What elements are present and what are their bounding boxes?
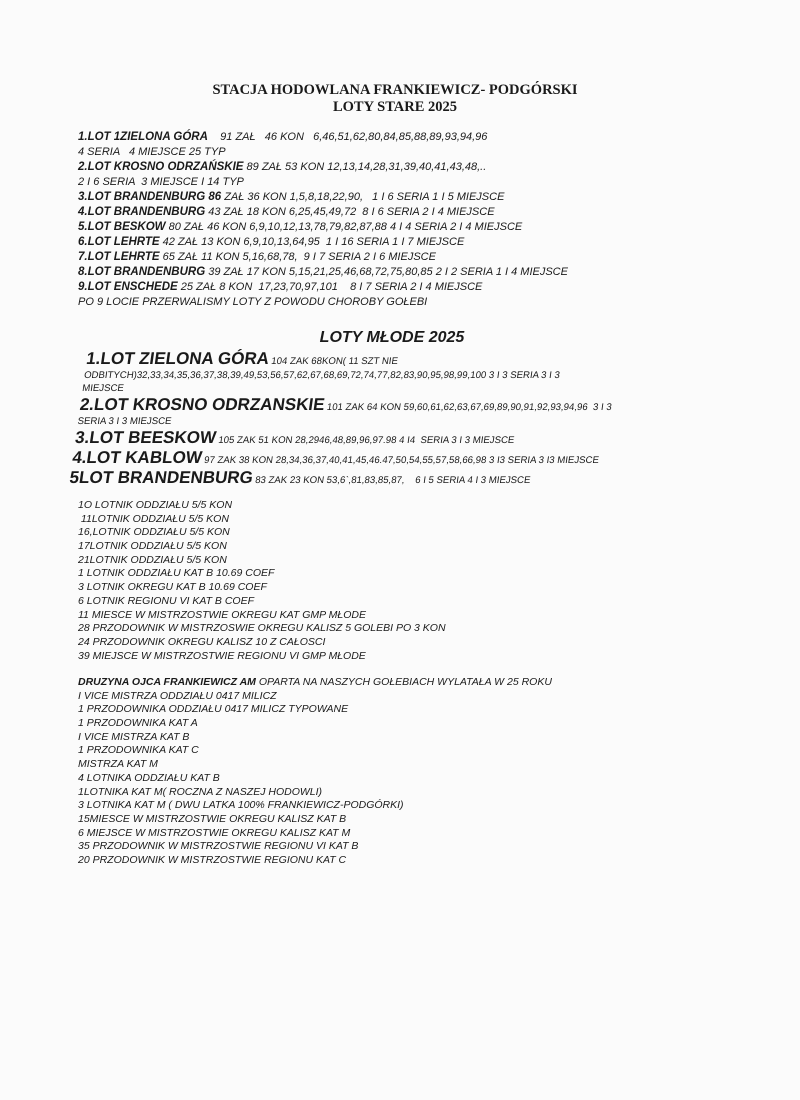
flight-name: 6.LOT LEHRTE — [78, 236, 160, 248]
flight-line — [78, 160, 568, 175]
flight-line — [71, 448, 606, 468]
flight-details: 97 ZAK 38 KON 28,34,36,37,40,41,45,46.47,50,54,55,57,58,66,98 3 I3 SERIA 3 I3 MIEJSCE — [200, 455, 600, 466]
team-achievement-item: 6 MIEJSCE W MISTRZOSTWIE OKREGU KALISZ KAT M — [78, 826, 351, 839]
flight-line — [78, 395, 613, 415]
document-subtitle: LOTY STARE 2025 — [332, 99, 458, 115]
achievement-item: 3 LOTNIK OKREGU KAT B 10.69 COEF — [78, 581, 267, 594]
team-achievement-item: 1 PRZODOWNIKA ODDZIAŁU 0417 MILICZ TYPOWANE — [78, 703, 349, 716]
flight-name: 8.LOT BRANDENBURG — [78, 266, 206, 278]
flight-details-continued: SERIA 3 I 3 MIEJSCE — [76, 416, 173, 427]
team-achievement-item: 1 PRZODOWNIKA KAT A — [78, 717, 198, 730]
flight-details: ZAŁ 36 KON 1,5,8,18,22,90, 1 I 6 SERIA 1 I 5 MIEJSCE — [221, 191, 505, 203]
flight-details: 39 ZAŁ 17 KON 5,15,21,25,46,68,72,75,80,85 2 I 2 SERIA 1 I 4 MIEJSCE — [205, 266, 568, 278]
flight-name: 5LOT BRANDENBURG — [68, 468, 255, 487]
flight-line — [78, 280, 568, 295]
flight-details: PO 9 LOCIE PRZERWALISMY LOTY Z POWODU CHOROBY GOŁEBI — [78, 296, 428, 308]
team-achievements-list — [78, 676, 552, 868]
flight-name: 9.LOT ENSCHEDE — [78, 281, 178, 293]
team-achievement-item: 35 PRZODOWNIK W MISTRZOSTWIE REGIONU VI KAT B — [78, 840, 359, 853]
flight-line — [78, 250, 568, 265]
team-achievement-item: 4 LOTNIKA ODDZIAŁU KAT B — [78, 771, 220, 784]
flight-line — [78, 295, 568, 310]
flight-name: 5.LOT BESKOW — [78, 221, 166, 233]
achievement-item: 11LOTNIK ODDZIAŁU 5/5 KON — [78, 512, 229, 525]
flight-details: 4 SERIA 4 MIEJSCE 25 TYP — [78, 146, 226, 158]
achievement-item: 39 MIEJSCE W MISTRZOSTWIE REGIONU VI GMP MŁODE — [78, 649, 366, 662]
flight-details: 101 ZAK 64 KON 59,60,61,62,63,67,69,89,90,91,92,93,94,96 3 I 3 — [323, 402, 613, 413]
flight-line — [78, 235, 568, 250]
flight-details: 65 ZAŁ 11 KON 5,16,68,78, 9 I 7 SERIA 2 I 6 MIEJSCE — [159, 251, 436, 263]
flight-details: 105 ZAK 51 KON 28,2946,48,89,96,97.98 4 I4 SERIA 3 I 3 MIEJSCE — [214, 435, 516, 446]
flight-name: 4.LOT KABLOW — [71, 448, 204, 467]
flight-details: 42 ZAŁ 13 KON 6,9,10,13,64,95 1 I 16 SERIA 1 I 7 MIEJSCE — [159, 236, 465, 248]
team-achievement-item: 1LOTNIKA KAT M( ROCZNA Z NASZEJ HODOWLI) — [78, 785, 323, 798]
flight-name: 3.LOT BRANDENBURG 86 — [78, 191, 222, 203]
team-achievement-item: 1 PRZODOWNIKA KAT C — [78, 744, 199, 757]
achievement-item: 1O LOTNIK ODDZIAŁU 5/5 KON — [78, 499, 233, 511]
flight-details-continued: ODBITYCH)32,33,34,35,36,37,38,39,49,53,56,57,62,67,68,69,72,74,77,82,83,90,95,98,99,100 3 I 3 SERIA 3 I 3 — [83, 370, 561, 381]
flight-name: 2.LOT KROSNO ODRZAŃSKIE — [78, 161, 244, 173]
old-flights-list — [78, 130, 568, 310]
team-achievement-item: 20 PRZODOWNIK W MISTRZOSTWIE REGIONU KAT C — [78, 853, 347, 866]
flight-line — [74, 428, 609, 448]
flight-details: 104 ZAK 68KON( 11 SZT NIE — [267, 356, 399, 367]
flight-line — [78, 130, 568, 145]
team-achievement-item: MISTRZA KAT M — [78, 758, 158, 771]
flight-details-continued: MIEJSCE — [81, 383, 125, 394]
document-title: STACJA HODOWLANA FRANKIEWICZ- PODGÓRSKI — [212, 82, 578, 98]
flight-details: 43 ZAŁ 18 KON 6,25,45,49,72 8 I 6 SERIA 2 I 4 MIEJSCE — [205, 206, 495, 218]
achievement-item: 11 MIESCE W MISTRZOSTWIE OKREGU KAT GMP MŁODE — [78, 608, 366, 621]
flight-name: 2.LOT KROSNO ODRZANSKIE — [78, 395, 326, 414]
team-achievement-item: 15MIESCE W MISTRZOSTWIE OKREGU KALISZ KAT B — [78, 812, 347, 825]
team-achievement-item: 3 LOTNIKA KAT M ( DWU LATKA 100% FRANKIEWICZ-PODGÓRKI) — [78, 799, 404, 812]
young-flights-list — [68, 349, 620, 488]
young-flights-title: LOTY MŁODE 2025 — [319, 329, 465, 346]
flight-name: 1.LOT ZIELONA GÓRA — [85, 349, 271, 368]
flight-details: 80 ZAŁ 46 KON 6,9,10,12,13,78,79,82,87,88 4 I 4 SERIA 2 I 4 MIEJSCE — [165, 221, 523, 233]
achievement-item: 28 PRZODOWNIK W MISTRZOSWIE OKREGU KALISZ 5 GOLEBI PO 3 KON — [78, 622, 446, 635]
flight-details: 83 ZAK 23 KON 53,6`,81,83,85,87, 6 I 5 SERIA 4 I 3 MIEJSCE — [251, 475, 532, 486]
team-heading — [78, 676, 552, 690]
flight-line — [78, 175, 568, 190]
flight-name: 4.LOT BRANDENBURG — [78, 206, 206, 218]
flight-details: 25 ZAŁ 8 KON 17,23,70,97,101 8 I 7 SERIA 2 I 4 MIEJSCE — [177, 281, 483, 293]
flight-line — [78, 145, 568, 160]
flight-line — [78, 190, 568, 205]
flight-name: 1.LOT 1ZIELONA GÓRA — [78, 131, 208, 143]
achievement-item: 21LOTNIK ODDZIAŁU 5/5 KON — [78, 553, 227, 566]
flight-details: 89 ZAŁ 53 KON 12,13,14,28,31,39,40,41,43,48,.. — [243, 161, 487, 173]
flight-details: 91 ZAŁ 46 KON 6,46,51,62,80,84,85,88,89,93,94,96 — [207, 131, 488, 143]
achievement-item: 6 LOTNIK REGIONU VI KAT B COEF — [78, 594, 255, 607]
flight-name: 7.LOT LEHRTE — [78, 251, 160, 263]
flight-details: 2 I 6 SERIA 3 MIEJSCE I 14 TYP — [78, 176, 244, 188]
achievement-item: 1 LOTNIK ODDZIAŁU KAT B 10.69 COEF — [78, 567, 275, 580]
flight-line — [78, 265, 568, 280]
team-achievement-item: I VICE MISTRZA KAT B — [78, 730, 190, 743]
flight-line — [85, 349, 620, 369]
achievements-list — [78, 499, 446, 663]
flight-line — [78, 205, 568, 220]
team-description: OPARTA NA NASZYCH GOŁEBIACH WYLATAŁA W 25 ROKU — [255, 676, 552, 688]
team-name: DRUZYNA OJCA FRANKIEWICZ AM — [78, 676, 256, 688]
flight-line — [78, 220, 568, 235]
flight-name: 3.LOT BEESKOW — [73, 428, 218, 447]
achievement-item: 16,LOTNIK ODDZIAŁU 5/5 KON — [78, 526, 230, 539]
achievement-item: 24 PRZODOWNIK OKREGU KALISZ 10 Z CAŁOSCI — [78, 635, 326, 648]
flight-line — [68, 468, 603, 488]
achievement-item: 17LOTNIK ODDZIAŁU 5/5 KON — [78, 540, 227, 553]
team-achievement-item: I VICE MISTRZA ODDZIAŁU 0417 MILICZ — [78, 689, 277, 702]
